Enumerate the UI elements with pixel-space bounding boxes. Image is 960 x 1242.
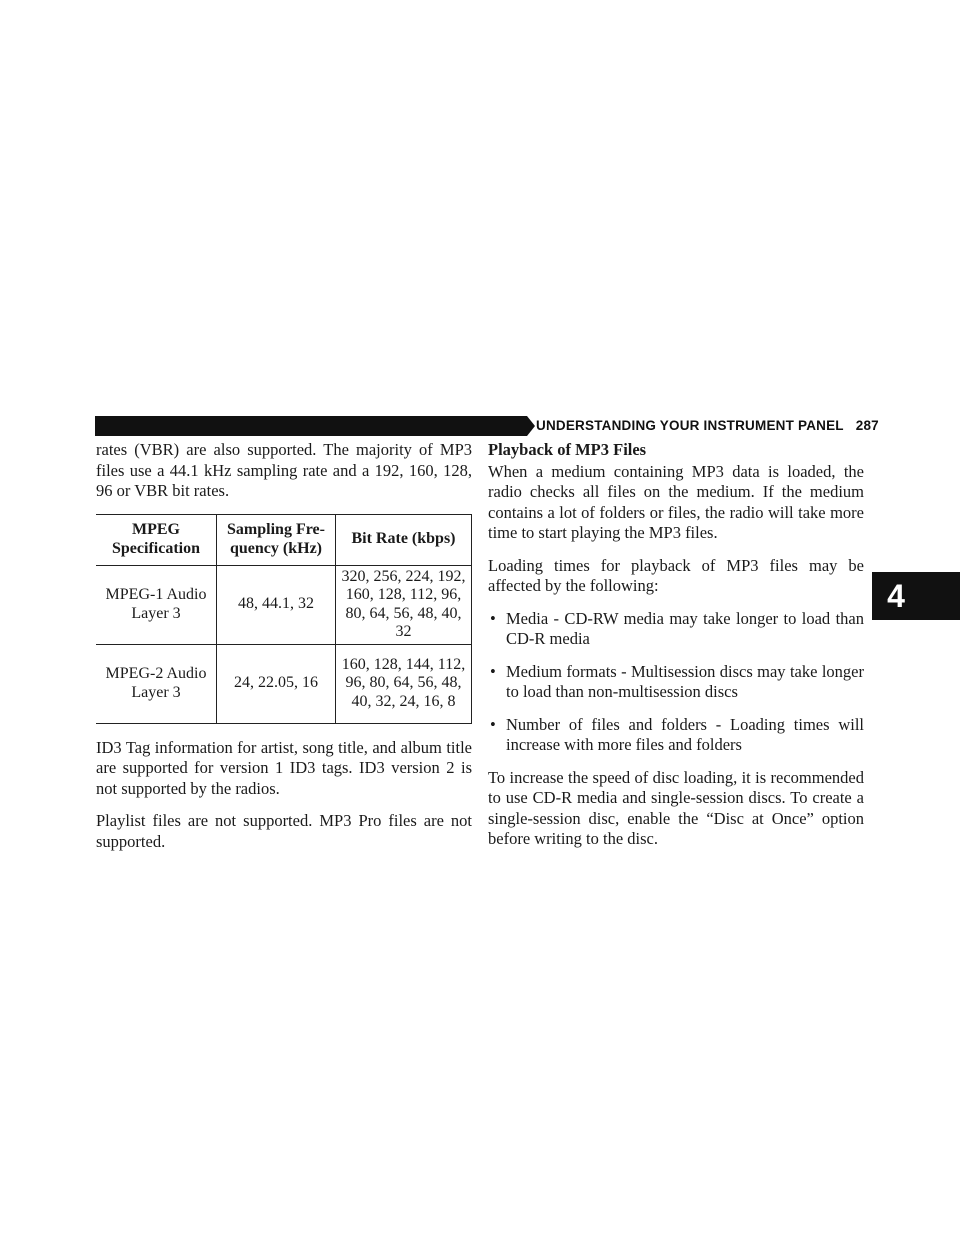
table-cell: 320, 256, 224, 192, 160, 128, 112, 96, 80, 64, 56, 48, 40, 32 [336,565,472,644]
id3-paragraph: ID3 Tag information for artist, song title, and album title are supported for version 1 ID3 tags. ID3 version 2 is not supported by the radios. [96,737,472,798]
table-header-cell: Bit Rate (kbps) [336,514,472,565]
loading-paragraph: When a medium containing MP3 data is loaded, the radio checks all files on the medium. If the medium contains a lot of folders or files, the radio will take more time to start playing the MP3 files. [488,461,864,542]
chapter-tab [872,572,960,620]
table-cell: MPEG-2 Audio Layer 3 [96,644,217,723]
running-header [536,418,879,433]
table-row [96,565,472,644]
table-cell: 160, 128, 144, 112, 96, 80, 64, 56, 48, 40, 32, 24, 16, 8 [336,644,472,723]
table-header-cell: MPEG Specification [96,514,217,565]
list-item [488,609,864,650]
speed-paragraph: To increase the speed of disc loading, it is recommended to use CD-R media and single-session discs. To create a single-session disc, enable the “Disc at Once” option before writing to the disc. [488,767,864,848]
bullet-icon: • [490,608,496,628]
list-item-text: Number of files and folders - Loading times will increase with more files and folders [506,714,864,754]
section-title: UNDERSTANDING YOUR INSTRUMENT PANEL [536,418,844,433]
list-item-text: Media - CD-RW media may take longer to load than CD-R media [506,608,864,648]
table-header-row [96,514,472,565]
right-column [488,440,864,862]
affected-paragraph: Loading times for playback of MP3 files may be affected by the following: [488,555,864,595]
table-cell: 24, 22.05, 16 [217,644,336,723]
table-cell: 48, 44.1, 32 [217,565,336,644]
bullet-icon: • [490,661,496,681]
table-cell: MPEG-1 Audio Layer 3 [96,565,217,644]
table-row [96,644,472,723]
page-number: 287 [855,418,879,433]
chapter-number: 4 [887,578,905,614]
list-item [488,662,864,703]
intro-paragraph: rates (VBR) are also supported. The majority of MP3 files use a 44.1 kHz sampling rate and a 192, 160, 128, 96 or VBR bit rates. [96,440,472,500]
bullet-icon: • [490,714,496,734]
mpeg-spec-table [96,514,472,724]
left-column [96,440,472,864]
bullet-list [488,609,864,756]
header-bar [95,416,527,436]
playlist-paragraph: Playlist files are not supported. MP3 Pro files are not supported. [96,811,472,851]
list-item-text: Medium formats - Multisession discs may take longer to load than non-multisession discs [506,661,864,701]
section-heading: Playback of MP3 Files [488,440,647,459]
table-header-cell: Sampling Fre- quency (kHz) [217,514,336,565]
list-item [488,715,864,756]
